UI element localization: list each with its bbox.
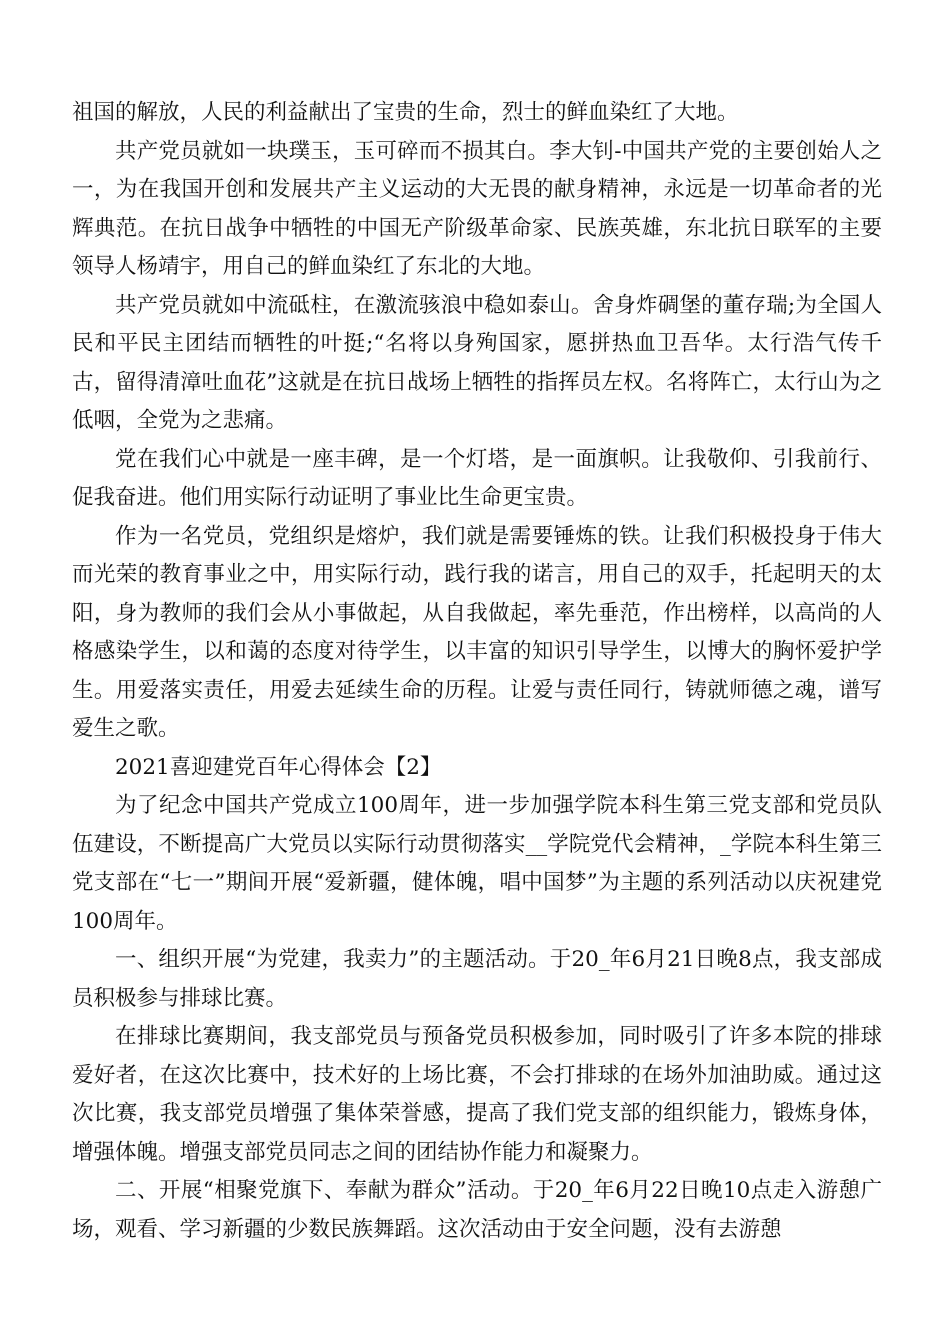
- paragraph: 党在我们心中就是一座丰碑，是一个灯塔，是一面旗帜。让我敬仰、引我前行、促我奋进。他们用实际行动证明了事业比生命更宝贵。: [72, 446, 882, 510]
- document-page: [72, 94, 882, 1249]
- section-heading: 2021喜迎建党百年心得体会【2】: [115, 754, 442, 780]
- paragraph: 二、开展“相聚党旗下、奉献为群众”活动。于20_年6月22日晚10点走入游憩广场，观看、学习新疆的少数民族舞蹈。这次活动由于安全问题，没有去游憩: [72, 1178, 882, 1242]
- paragraph: 共产党员就如中流砥柱，在激流骇浪中稳如泰山。舍身炸碉堡的董存瑞;为全国人民和平民主团结而牺牲的叶挺;“名将以身殉国家，愿拼热血卫吾华。太行浩气传千古，留得清漳吐血花”这就是在抗日战场上牺牲的指挥员左权。名将阵亡，太行山为之低咽，全党为之悲痛。: [72, 292, 882, 433]
- paragraph: 在排球比赛期间，我支部党员与预备党员积极参加，同时吸引了许多本院的排球爱好者，在这次比赛中，技术好的上场比赛，不会打排球的在场外加油助威。通过这次比赛，我支部党员增强了集体荣誉感，提高了我们党支部的组织能力，锻炼身体，增强体魄。增强支部党员同志之间的团结协作能力和凝聚力。: [72, 1024, 882, 1165]
- paragraph: 作为一名党员，党组织是熔炉，我们就是需要锤炼的铁。让我们积极投身于伟大而光荣的教育事业之中，用实际行动，践行我的诺言，用自己的双手，托起明天的太阳，身为教师的我们会从小事做起，从自我做起，率先垂范，作出榜样，以高尚的人格感染学生，以和蔼的态度对待学生，以丰富的知识引导学生，以博大的胸怀爱护学生。用爱落实责任，用爱去延续生命的历程。让爱与责任同行，铸就师德之魂，谱写爱生之歌。: [72, 523, 882, 741]
- paragraph: 共产党员就如一块璞玉，玉可碎而不损其白。李大钊-中国共产党的主要创始人之一，为在我国开创和发展共产主义运动的大无畏的献身精神，永远是一切革命者的光辉典范。在抗日战争中牺牲的中国无产阶级革命家、民族英雄，东北抗日联军的主要领导人杨靖宇，用自己的鲜血染红了东北的大地。: [72, 138, 882, 279]
- paragraph: 为了纪念中国共产党成立100周年，进一步加强学院本科生第三党支部和党员队伍建设，不断提高广大党员以实际行动贯彻落实__学院党代会精神，_学院本科生第三党支部在“七一”期间开展“爱新疆，健体魄，唱中国梦”为主题的系列活动以庆祝建党100周年。: [72, 793, 882, 934]
- paragraph-continuation: 祖国的解放，人民的利益献出了宝贵的生命，烈士的鲜血染红了大地。: [72, 100, 739, 125]
- paragraph: 一、组织开展“为党建，我卖力”的主题活动。于20_年6月21日晚8点，我支部成员积极参与排球比赛。: [72, 947, 882, 1011]
